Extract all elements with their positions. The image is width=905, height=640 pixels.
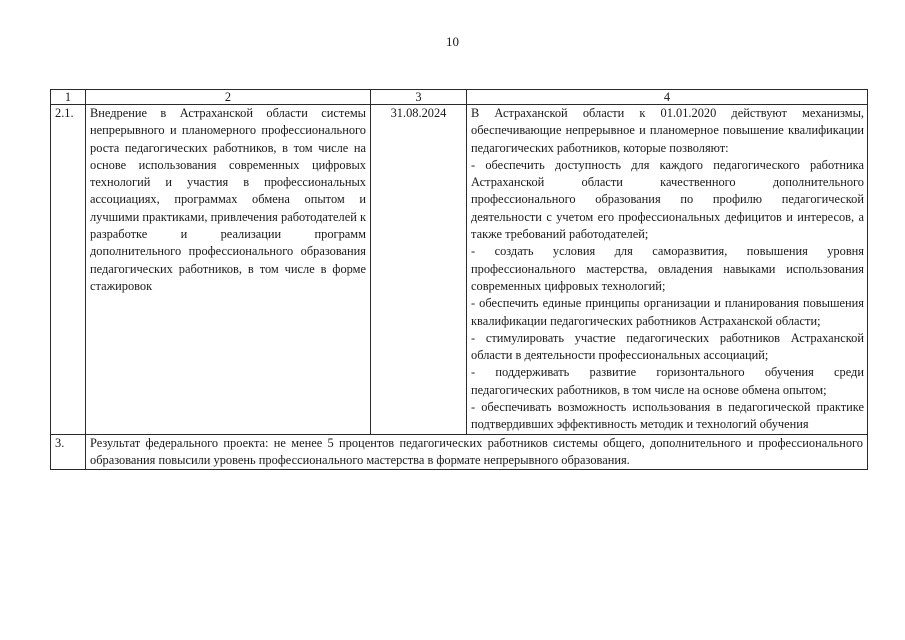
measure-item: - обеспечить доступность для каждого педагогического работника Астраханской области качественного дополнительного профессионального образования по профилю педагогической деятельности с учетом его профессиональных дефицитов и интересов, а также требований работодателей; [471,157,864,242]
federal-project-result: Результат федерального проекта: не менее 5 процентов педагогических работников системы общего, дополнительного и профессионального образования повысили уровень профессионального мастерства в формате непрерывного образования. [86,434,868,470]
document-table [50,89,868,470]
measure-item: - обеспечить единые принципы организации и планирования повышения квалификации педагогических работников Астраханской области; [471,296,864,328]
measures-intro: В Астраханской области к 01.01.2020 действуют механизмы, обеспечивающие непрерывное и планомерное повышение квалификации педагогических работников, которые позволяют: [471,106,864,155]
row-number: 2.1. [51,105,86,435]
table-row-result [51,434,868,470]
row-number: 3. [51,434,86,470]
measure-item: - создать условия для саморазвития, повышения уровня профессионального мастерства, овладения навыками использования современных цифровых технологий; [471,244,864,293]
measure-item: - обеспечивать возможность использования в педагогической практике подтвердивших эффективность методик и технологий обучения [471,400,864,432]
measure-item: - поддерживать развитие горизонтального обучения среди педагогических работников, в том числе на основе обмена опытом; [471,365,864,397]
column-header-3: 3 [371,90,467,105]
table-header-row [51,90,868,105]
row-measures [467,105,868,435]
table-row [51,105,868,435]
column-header-1: 1 [51,90,86,105]
page-number: 10 [446,34,459,49]
column-header-4: 4 [467,90,868,105]
measure-item: - стимулировать участие педагогических работников Астраханской области в деятельности профессиональных ассоциаций; [471,330,864,363]
column-header-2: 2 [86,90,371,105]
row-date: 31.08.2024 [371,105,467,435]
row-description: Внедрение в Астраханской области системы непрерывного и планомерного профессионального роста педагогических работников, в том числе на основе использования современных цифровых технологий и участия в профессиональных ассоциациях, программах обмена опытом и лучшими практиками, привлечения работодателей к разработке и реализации программ дополнительного профессионального образования педагогических работников, в том числе в форме стажировок [86,105,371,435]
